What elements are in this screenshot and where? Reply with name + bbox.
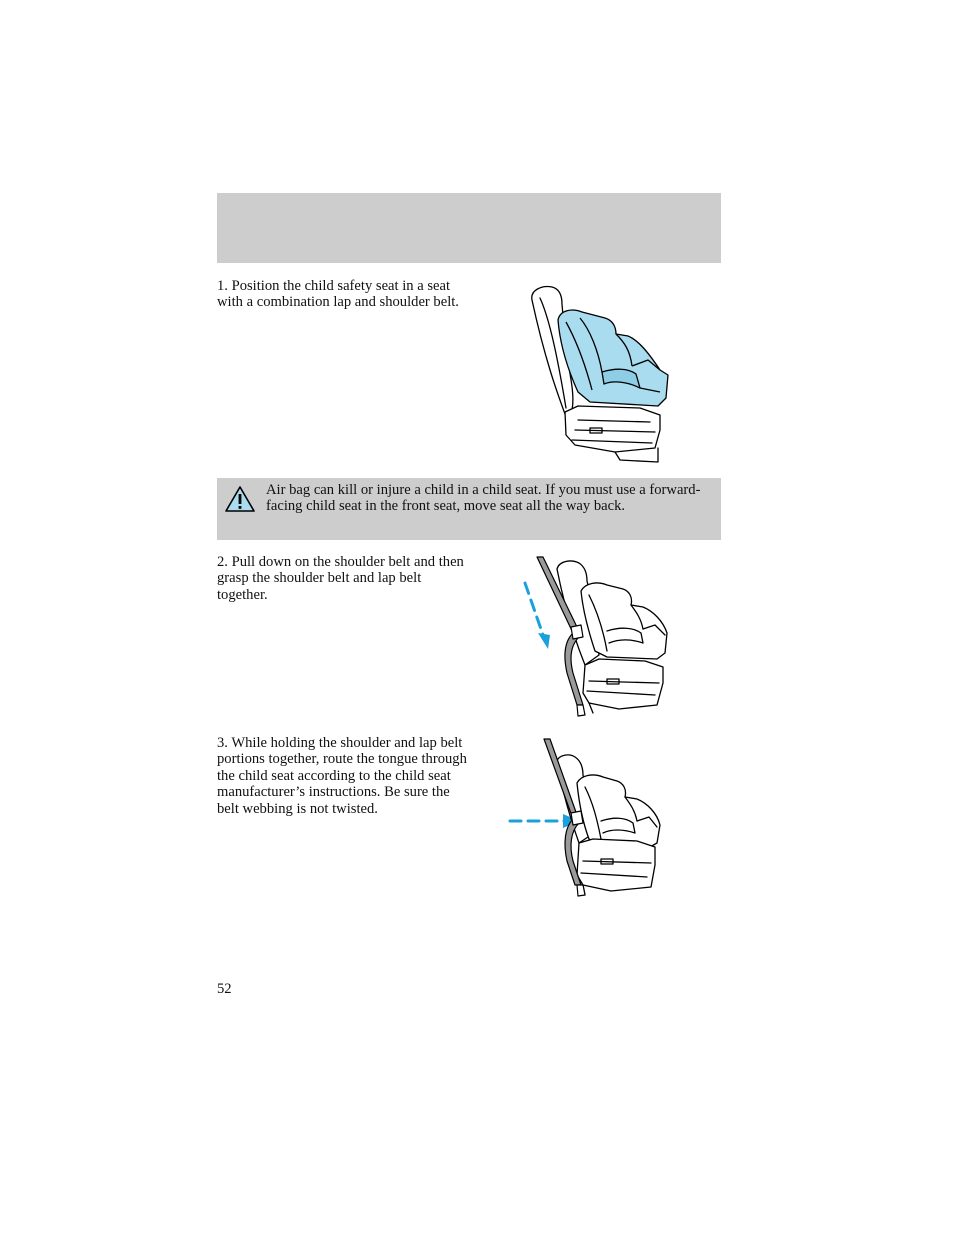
- pull-shoulder-belt-illustration: [515, 555, 680, 720]
- step-1-text: 1. Position the child safety seat in a seat with a combination lap and shoulder belt.: [217, 278, 459, 311]
- step-2-text: 2. Pull down on the shoulder belt and then grasp the shoulder belt and lap belt together.: [217, 554, 464, 603]
- air-bag-warning-box: [217, 478, 721, 540]
- route-tongue-illustration: [505, 735, 670, 905]
- step-3-text: 3. While holding the shoulder and lap belt portions together, route the tongue through the child seat according to the child seat manufacturer’s instructions. Be sure the belt webbing is not twisted.: [217, 735, 467, 817]
- section-header-bar: [217, 193, 721, 263]
- warning-text: Air bag can kill or injure a child in a child seat. If you must use a forward-facing child seat in the front seat, move seat all the way back.: [266, 482, 701, 515]
- child-seat-in-vehicle-seat-illustration: [520, 280, 680, 465]
- page-number: 52: [217, 981, 232, 997]
